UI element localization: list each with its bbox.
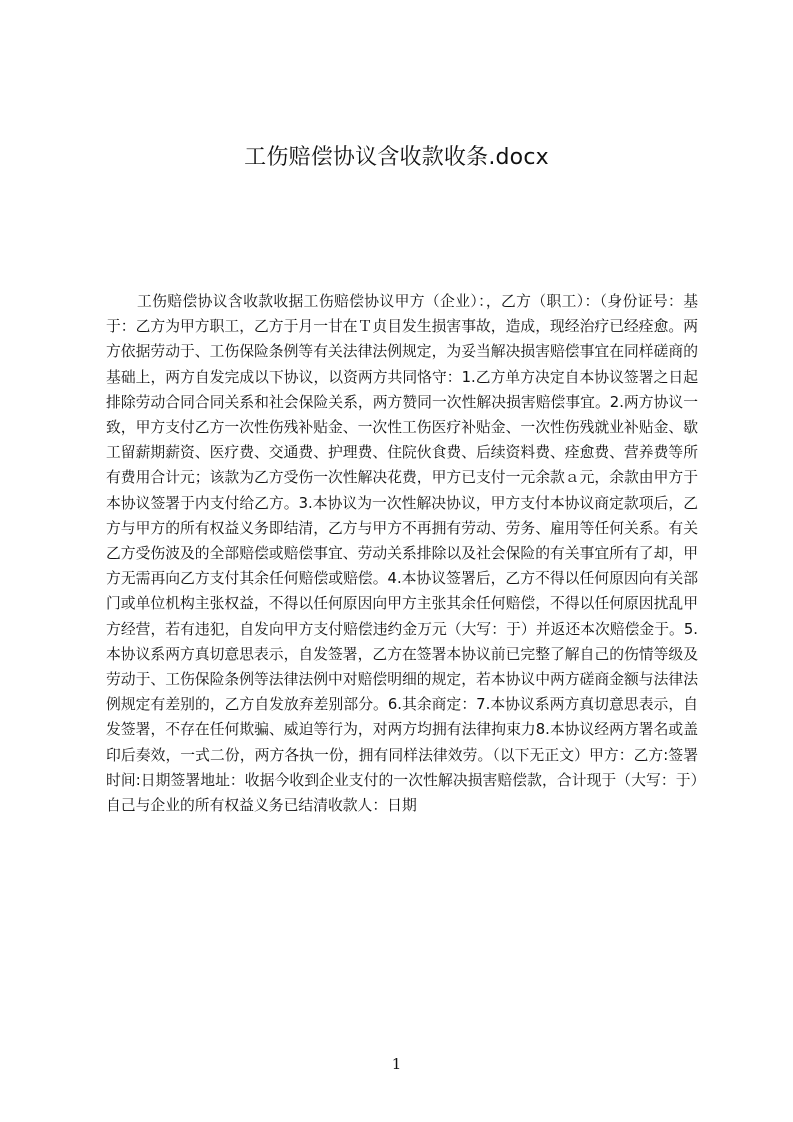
document-title: 工伤赔偿协议含收款收条.docx [244, 145, 549, 170]
document-body-paragraph: 工伤赔偿协议含收款收据工伤赔偿协议甲方（企业）：，乙方（职工）：（身份证号：基于：乙方为甲方职工，乙方于月一甘在Ｔ贞目发生损害事故，造成，现经治疗已经痊愈。两方依据劳动于、工伤保险条例等有关法律法例规定，为妥当解决损害赔偿事宜在同样磋商的基础上，两方自发完成以下协议，以资两方共同恪守：1.乙方单方决定自本协议签署之日起排除劳动合同合同关系和社会保险关系，两方赞同一次性解决损害赔偿事宜。2.两方协议一致，甲方支付乙方一次性伤残补贴金、一次性工伤医疗补贴金、一次性伤残就业补贴金、歇工留薪期薪资、医疗费、交通费、护理费、住院伙食费、后续资料费、痊愈费、营养费等所有费用合计元；该款为乙方受伤一次性解决花费，甲方已支付一元余款ａ元，余款由甲方于本协议签署于内支付给乙方。3.本协议为一次性解决协议，甲方支付本协议商定款项后，乙方与甲方的所有权益义务即结清，乙方与甲方不再拥有劳动、劳务、雇用等任何关系。有关乙方受伤波及的全部赔偿或赔偿事宜、劳动关系排除以及社会保险的有关事宜所有了却，甲方无需再向乙方支付其余任何赔偿或赔偿。4.本协议签署后，乙方不得以任何原因向有关部门或单位机构主张权益，不得以任何原因向甲方主张其余任何赔偿，不得以任何原因扰乱甲方经营，若有违犯，自发向甲方支付赔偿违约金万元（大写：于）并返还本次赔偿金于。5.本协议系两方真切意思表示，自发签署，乙方在签署本协议前已完整了解自己的伤情等级及劳动于、工伤保险条例等法律法例中对赔偿明细的规定，若本协议中两方磋商金额与法律法例规定有差别的，乙方自发放弃差别部分。6.其余商定：7.本协议系两方真切意思表示，自发签署，不存在任何欺骗、威迫等行为，对两方均拥有法律拘束力8.本协议经两方署名或盖印后奏效，一式二份，两方各执一份，拥有同样法律效劳。（以下无正文）甲方：乙方:签署时间:日期签署地址：收据今收到企业支付的一次性解决损害赔偿款，合计现于（大写：于）自己与企业的所有权益义务已结清收款人：日期 [106, 293, 698, 815]
page-number: 1 [391, 1055, 402, 1073]
